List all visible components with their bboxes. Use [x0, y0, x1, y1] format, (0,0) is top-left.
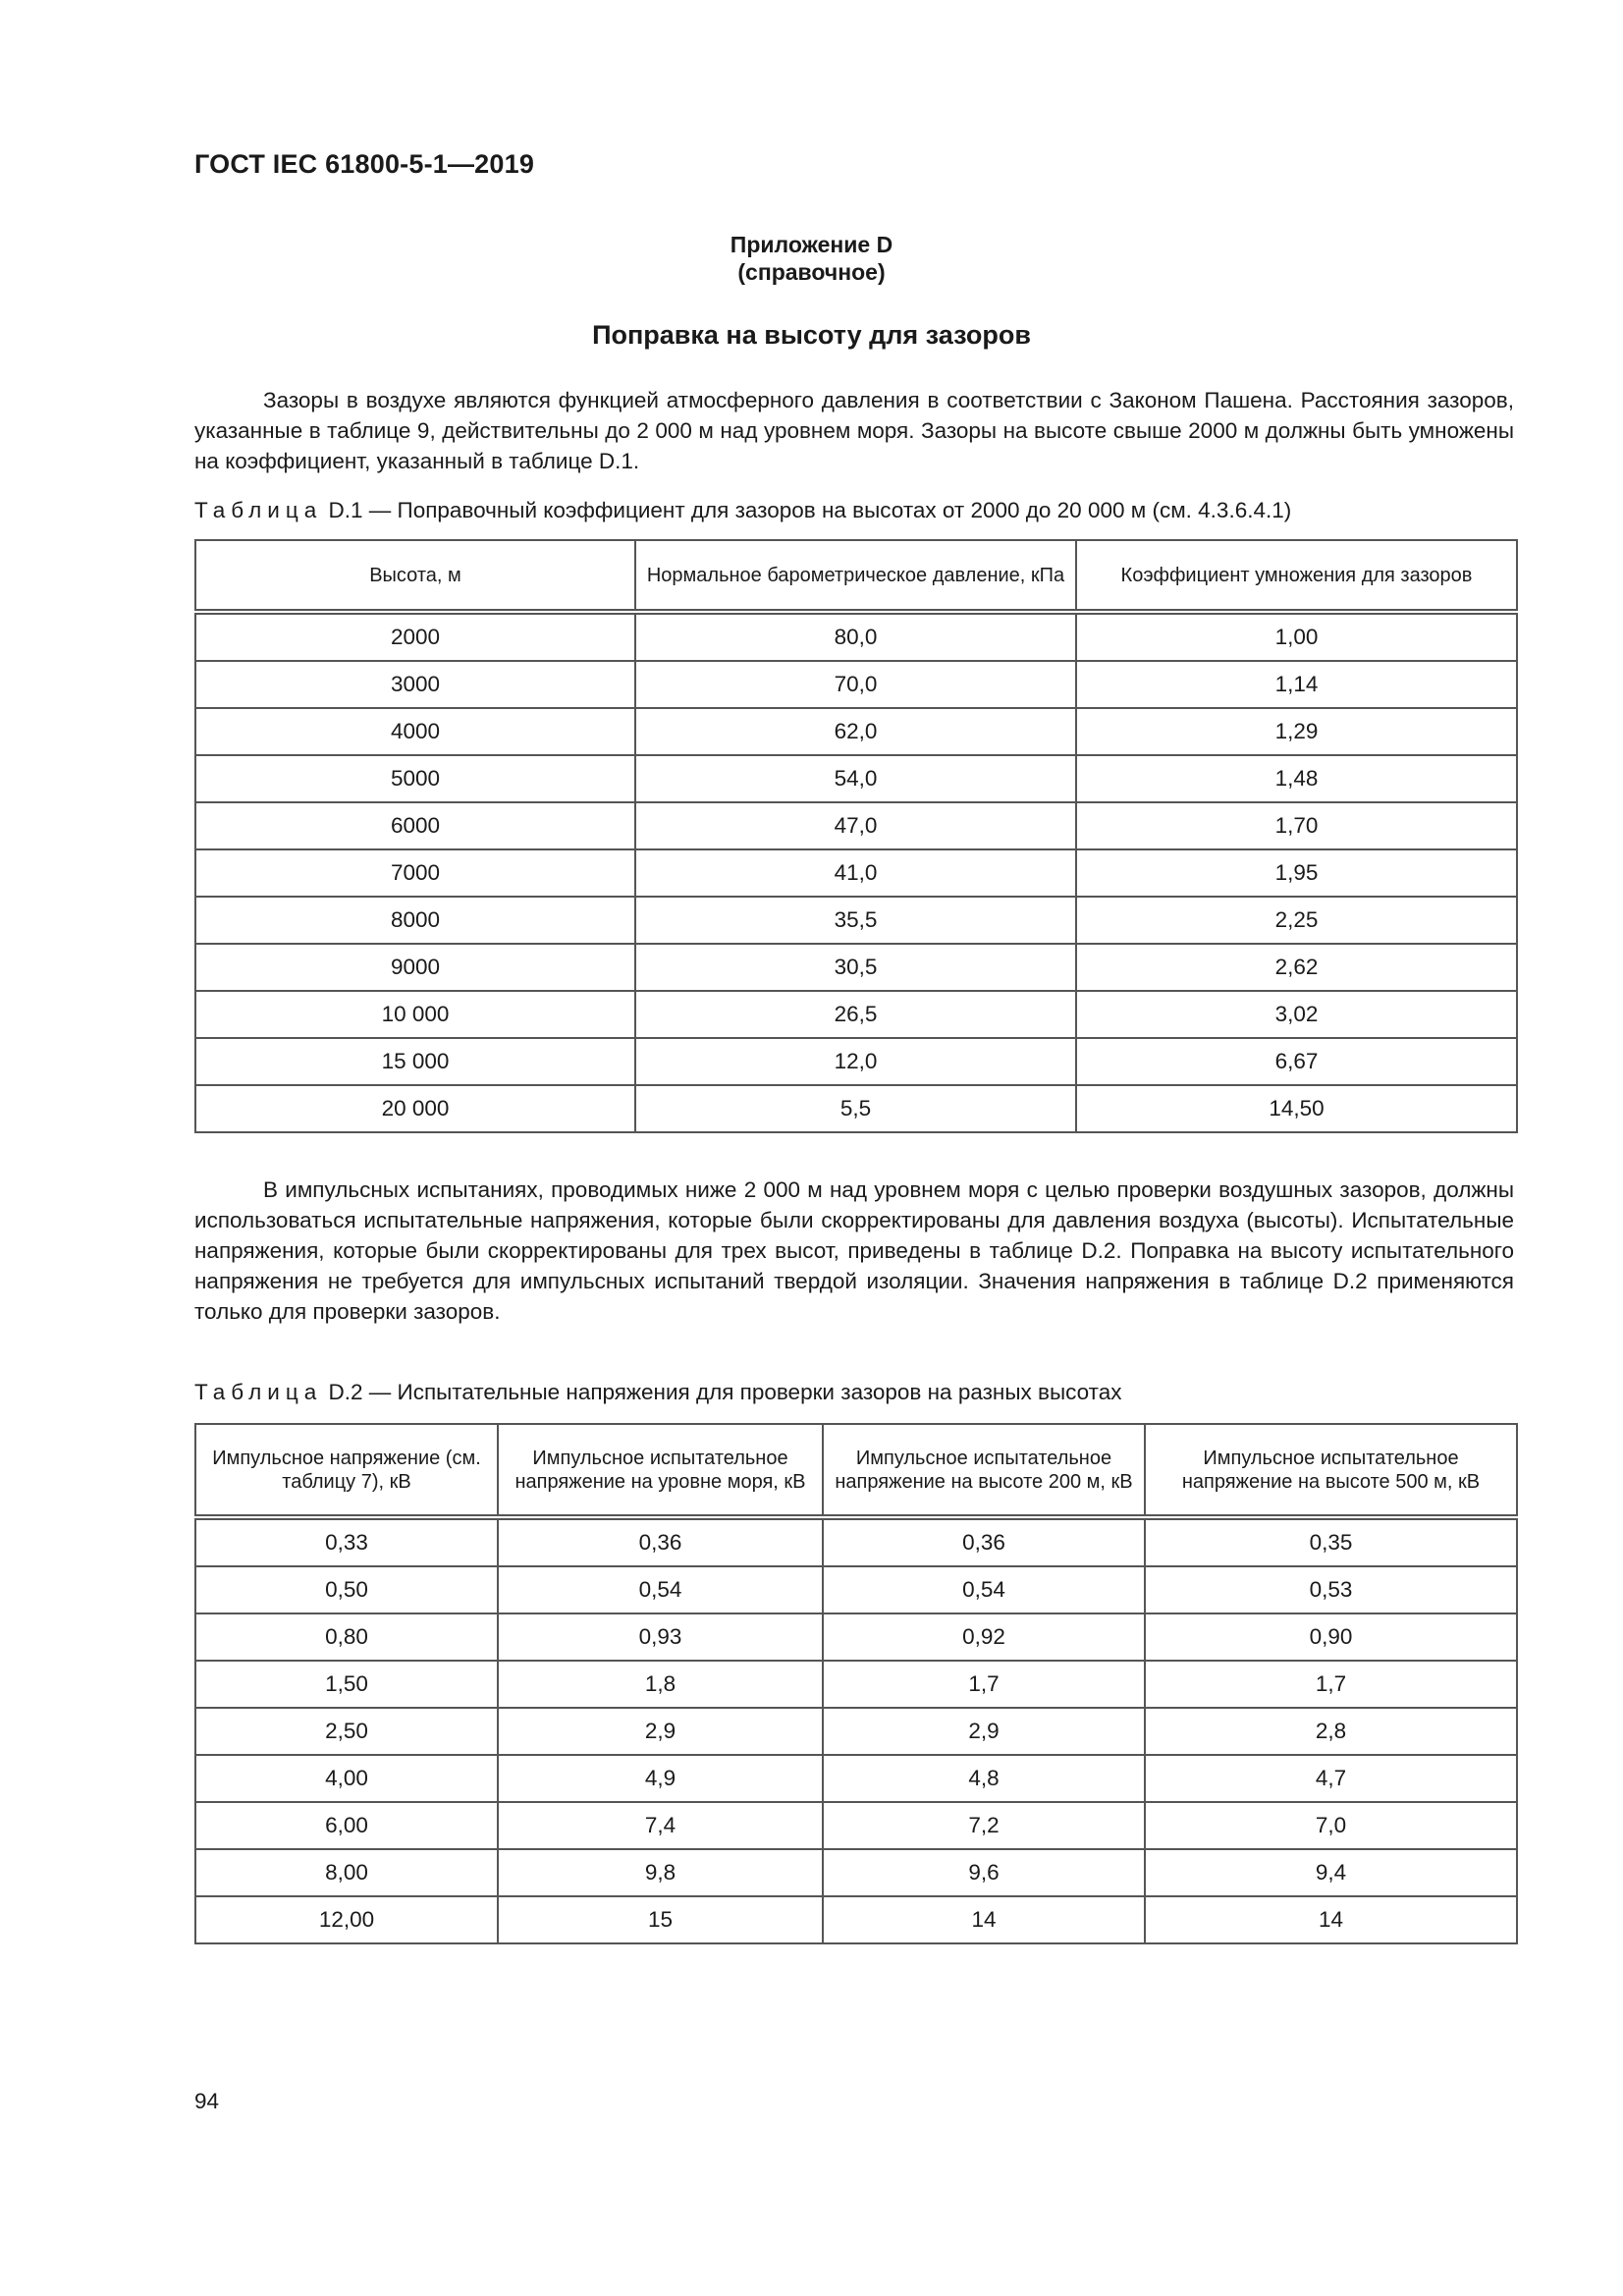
annex-type: (справочное): [737, 259, 886, 285]
table-row: [195, 708, 1517, 755]
table-cell: 1,8: [498, 1661, 823, 1708]
table-cell: 2,9: [823, 1708, 1145, 1755]
table-cell: 4,7: [1145, 1755, 1517, 1802]
table-cell: 6,67: [1076, 1038, 1517, 1085]
table-cell: 3,02: [1076, 991, 1517, 1038]
table-cell: 9,8: [498, 1849, 823, 1896]
table-cell: 35,5: [635, 897, 1076, 944]
table-cell: 2000: [195, 612, 635, 661]
table-cell: 1,7: [1145, 1661, 1517, 1708]
table-row: [195, 802, 1517, 849]
table-d2-header-row: [195, 1424, 1517, 1517]
table-cell: 1,48: [1076, 755, 1517, 802]
table-cell: 1,14: [1076, 661, 1517, 708]
table-cell: 1,00: [1076, 612, 1517, 661]
table-d2-header-impulse-voltage: Импульсное напряжение (см. таблицу 7), кВ: [195, 1424, 498, 1517]
table-row: [195, 1896, 1517, 1943]
table-cell: 30,5: [635, 944, 1076, 991]
table-cell: 10 000: [195, 991, 635, 1038]
table-cell: 0,93: [498, 1613, 823, 1661]
table-cell: 0,80: [195, 1613, 498, 1661]
page-number: 94: [194, 2089, 220, 2113]
table-d2-header-sea-level: Импульсное испытательное напряжение на уровне моря, кВ: [498, 1424, 823, 1517]
table-d2-caption-label: Таблица: [194, 1380, 323, 1404]
table-cell: 1,95: [1076, 849, 1517, 897]
table-d1-header-pressure: Нормальное барометрическое давление, кПа: [635, 540, 1076, 612]
table-row: [195, 1613, 1517, 1661]
table-d1-header-factor: Коэффициент умножения для зазоров: [1076, 540, 1517, 612]
table-cell: 4000: [195, 708, 635, 755]
table-row: [195, 897, 1517, 944]
table-cell: 8000: [195, 897, 635, 944]
table-cell: 5,5: [635, 1085, 1076, 1132]
table-cell: 1,7: [823, 1661, 1145, 1708]
table-d1-caption-label: Таблица: [194, 498, 323, 522]
table-d2-body: [195, 1517, 1517, 1943]
table-cell: 15: [498, 1896, 823, 1943]
table-cell: 7000: [195, 849, 635, 897]
table-d2-header-200m: Импульсное испытательное напряжение на высоте 200 м, кВ: [823, 1424, 1145, 1517]
table-cell: 26,5: [635, 991, 1076, 1038]
table-cell: 54,0: [635, 755, 1076, 802]
table-cell: 2,9: [498, 1708, 823, 1755]
table-cell: 9,6: [823, 1849, 1145, 1896]
table-cell: 80,0: [635, 612, 1076, 661]
table-cell: 6,00: [195, 1802, 498, 1849]
table-cell: 12,0: [635, 1038, 1076, 1085]
table-row: [195, 1802, 1517, 1849]
table-row: [195, 1708, 1517, 1755]
table-row: [195, 1849, 1517, 1896]
table-cell: 0,35: [1145, 1517, 1517, 1566]
table-cell: 1,50: [195, 1661, 498, 1708]
table-cell: 0,92: [823, 1613, 1145, 1661]
table-cell: 12,00: [195, 1896, 498, 1943]
table-cell: 6000: [195, 802, 635, 849]
table-cell: 0,36: [823, 1517, 1145, 1566]
table-cell: 14: [1145, 1896, 1517, 1943]
table-cell: 3000: [195, 661, 635, 708]
table-d2-caption: [194, 1380, 1121, 1405]
table-cell: 0,36: [498, 1517, 823, 1566]
table-row: [195, 849, 1517, 897]
table-row: [195, 612, 1517, 661]
table-d1-header-row: [195, 540, 1517, 612]
table-cell: 14,50: [1076, 1085, 1517, 1132]
table-cell: 4,8: [823, 1755, 1145, 1802]
table-d1-caption: [194, 498, 1291, 523]
table-row: [195, 661, 1517, 708]
table-cell: 9000: [195, 944, 635, 991]
table-cell: 15 000: [195, 1038, 635, 1085]
table-cell: 4,00: [195, 1755, 498, 1802]
intro-paragraph: Зазоры в воздухе являются функцией атмосферного давления в соответствии с Законом Пашена. Расстояния зазоров, указанные в таблице 9, действительны до 2 000 м над уровнем моря. Зазоры на высоте свыше 2000 м должны быть умножены на коэффициент, указанный в таблице D.1.: [194, 388, 1514, 473]
table-cell: 70,0: [635, 661, 1076, 708]
table-row: [195, 1661, 1517, 1708]
table-d2-header-500m: Импульсное испытательное напряжение на высоте 500 м, кВ: [1145, 1424, 1517, 1517]
table-row: [195, 1755, 1517, 1802]
table-cell: 7,2: [823, 1802, 1145, 1849]
table-row: [195, 944, 1517, 991]
table-cell: 2,8: [1145, 1708, 1517, 1755]
table-cell: 20 000: [195, 1085, 635, 1132]
table-cell: 41,0: [635, 849, 1076, 897]
table-cell: 0,53: [1145, 1566, 1517, 1613]
table-d1: [194, 539, 1518, 1133]
table-cell: 7,4: [498, 1802, 823, 1849]
table-cell: 5000: [195, 755, 635, 802]
table-cell: 1,70: [1076, 802, 1517, 849]
table-cell: 0,54: [498, 1566, 823, 1613]
table-cell: 0,50: [195, 1566, 498, 1613]
table-cell: 47,0: [635, 802, 1076, 849]
table-cell: 0,90: [1145, 1613, 1517, 1661]
table-cell: 0,33: [195, 1517, 498, 1566]
table-cell: 8,00: [195, 1849, 498, 1896]
table-cell: 2,62: [1076, 944, 1517, 991]
table-d2: [194, 1423, 1518, 1944]
table-row: [195, 991, 1517, 1038]
table-cell: 1,29: [1076, 708, 1517, 755]
annex-title: Приложение D: [730, 232, 893, 257]
table-row: [195, 1566, 1517, 1613]
table-row: [195, 1085, 1517, 1132]
table-cell: 0,54: [823, 1566, 1145, 1613]
table-cell: 62,0: [635, 708, 1076, 755]
table-row: [195, 1517, 1517, 1566]
annex-heading: Поправка на высоту для зазоров: [592, 320, 1031, 350]
table-cell: 14: [823, 1896, 1145, 1943]
table-d1-header-altitude: Высота, м: [195, 540, 635, 612]
table-d2-caption-text: D.2 — Испытательные напряжения для проверки зазоров на разных высотах: [328, 1380, 1122, 1404]
table-row: [195, 1038, 1517, 1085]
table-d1-caption-text: D.1 — Поправочный коэффициент для зазоров на высотах от 2000 до 20 000 м (см. 4.3.6.4.1): [328, 498, 1292, 522]
table-cell: 9,4: [1145, 1849, 1517, 1896]
table-cell: 4,9: [498, 1755, 823, 1802]
document-code: ГОСТ IEC 61800-5-1—2019: [194, 149, 535, 179]
table-cell: 7,0: [1145, 1802, 1517, 1849]
table-cell: 2,25: [1076, 897, 1517, 944]
table-row: [195, 755, 1517, 802]
impulse-test-paragraph: В импульсных испытаниях, проводимых ниже 2 000 м над уровнем моря с целью проверки воздушных зазоров, должны использоваться испытательные напряжения, которые были скорректированы для давления воздуха (высоты). Испытательные напряжения, которые были скорректированы для трех высот, приведены в таблице D.2. Поправка на высоту испытательного напряжения не требуется для импульсных испытаний твердой изоляции. Значения напряжения в таблице D.2 применяются только для проверки зазоров.: [194, 1177, 1514, 1324]
table-d1-body: [195, 612, 1517, 1132]
table-cell: 2,50: [195, 1708, 498, 1755]
